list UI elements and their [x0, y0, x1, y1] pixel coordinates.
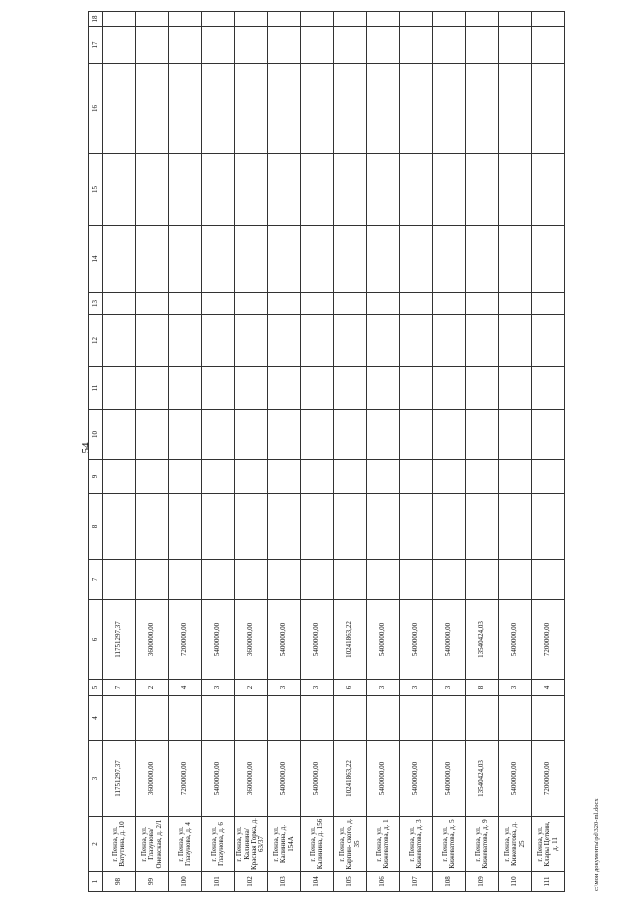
col4-cell: [136, 696, 169, 741]
col12-cell: [499, 315, 532, 367]
header-row: [89, 12, 103, 892]
col16-cell: [466, 64, 499, 154]
data-table: [88, 11, 565, 892]
table-row: [103, 12, 136, 892]
col13-cell: [334, 293, 367, 315]
col14-cell: [433, 226, 466, 293]
table-row: [268, 12, 301, 892]
col12-cell: [202, 315, 235, 367]
col14-cell: [466, 226, 499, 293]
table-row: [202, 12, 235, 892]
col11-cell: [136, 367, 169, 410]
col16-cell: [400, 64, 433, 154]
col12-cell: [367, 315, 400, 367]
col18-cell: [433, 12, 466, 27]
table-row: [235, 12, 268, 892]
col16-cell: [202, 64, 235, 154]
col18-cell: [103, 12, 136, 27]
col9-cell: [301, 460, 334, 494]
address-cell: г. Пенза, ул. Калинина/ Красная Горка, д. 63/37: [235, 817, 268, 872]
col8-cell: [103, 494, 136, 560]
col18-cell: [367, 12, 400, 27]
address-cell: г. Пенза, ул. Карпин- ского, д. 35: [334, 817, 367, 872]
col7-cell: [235, 560, 268, 600]
row-number-cell: 109: [466, 872, 499, 892]
col17-cell: [301, 27, 334, 64]
col6-value-cell: 5400000,00: [433, 600, 466, 680]
col18-cell: [202, 12, 235, 27]
col12-cell: [268, 315, 301, 367]
col7-cell: [169, 560, 202, 600]
table-row: [499, 12, 532, 892]
col16-cell: [334, 64, 367, 154]
col5-value-cell: 8: [466, 680, 499, 696]
address-cell: г. Пенза, ул. Кижеватова, д. 1: [367, 817, 400, 872]
col8-cell: [334, 494, 367, 560]
col7-cell: [400, 560, 433, 600]
col3-value-cell: 3600000,00: [235, 741, 268, 817]
col14-cell: [202, 226, 235, 293]
table-row: [169, 12, 202, 892]
col6-value-cell: 10241863,22: [334, 600, 367, 680]
address-cell: г. Пенза, ул. Глазунова/ Онежская, д. 2/1: [136, 817, 169, 872]
col7-cell: [136, 560, 169, 600]
col15-cell: [532, 154, 565, 226]
col6-value-cell: 5400000,00: [268, 600, 301, 680]
col9-cell: [103, 460, 136, 494]
col3-value-cell: 10241863,22: [334, 741, 367, 817]
col8-cell: [202, 494, 235, 560]
col-header: 13: [89, 293, 103, 315]
col16-cell: [367, 64, 400, 154]
address-cell: г. Пенза, ул. Калинина, д. 156: [301, 817, 334, 872]
col7-cell: [499, 560, 532, 600]
col15-cell: [169, 154, 202, 226]
col7-cell: [532, 560, 565, 600]
col14-cell: [334, 226, 367, 293]
address-cell: г. Пенза, ул. Кижеватова, д. 3: [400, 817, 433, 872]
col16-cell: [499, 64, 532, 154]
address-cell: г. Пенза, ул. Глазунова, д. 4: [169, 817, 202, 872]
col11-cell: [499, 367, 532, 410]
col4-cell: [235, 696, 268, 741]
col4-cell: [532, 696, 565, 741]
col-header: 9: [89, 460, 103, 494]
col18-cell: [532, 12, 565, 27]
col15-cell: [433, 154, 466, 226]
col18-cell: [169, 12, 202, 27]
col14-cell: [367, 226, 400, 293]
col8-cell: [169, 494, 202, 560]
col-header: 17: [89, 27, 103, 64]
col10-cell: [532, 410, 565, 460]
table-row: [334, 12, 367, 892]
col13-cell: [433, 293, 466, 315]
col17-cell: [466, 27, 499, 64]
col16-cell: [169, 64, 202, 154]
col11-cell: [367, 367, 400, 410]
col18-cell: [499, 12, 532, 27]
col16-cell: [301, 64, 334, 154]
col3-value-cell: 5400000,00: [433, 741, 466, 817]
col7-cell: [202, 560, 235, 600]
col7-cell: [466, 560, 499, 600]
col15-cell: [334, 154, 367, 226]
col17-cell: [268, 27, 301, 64]
col5-value-cell: 3: [433, 680, 466, 696]
col4-cell: [103, 696, 136, 741]
col14-cell: [499, 226, 532, 293]
col9-cell: [499, 460, 532, 494]
col8-cell: [268, 494, 301, 560]
col15-cell: [301, 154, 334, 226]
col12-cell: [334, 315, 367, 367]
address-cell: г. Пенза, ул. Кижеватова, д. 5: [433, 817, 466, 872]
col9-cell: [367, 460, 400, 494]
col10-cell: [400, 410, 433, 460]
col5-value-cell: 3: [268, 680, 301, 696]
col6-value-cell: 5400000,00: [202, 600, 235, 680]
col4-cell: [466, 696, 499, 741]
col13-cell: [169, 293, 202, 315]
col13-cell: [367, 293, 400, 315]
col4-cell: [367, 696, 400, 741]
col18-cell: [268, 12, 301, 27]
col9-cell: [400, 460, 433, 494]
col12-cell: [400, 315, 433, 367]
row-number-cell: 103: [268, 872, 301, 892]
col12-cell: [136, 315, 169, 367]
col5-value-cell: 3: [400, 680, 433, 696]
col3-value-cell: 7200000,00: [532, 741, 565, 817]
col11-cell: [235, 367, 268, 410]
col10-cell: [235, 410, 268, 460]
col17-cell: [169, 27, 202, 64]
col8-cell: [499, 494, 532, 560]
col10-cell: [367, 410, 400, 460]
col-header: 15: [89, 154, 103, 226]
table-row: [301, 12, 334, 892]
col13-cell: [103, 293, 136, 315]
col9-cell: [532, 460, 565, 494]
col13-cell: [499, 293, 532, 315]
col5-value-cell: 7: [103, 680, 136, 696]
col9-cell: [268, 460, 301, 494]
col6-value-cell: 3600000,00: [136, 600, 169, 680]
col14-cell: [103, 226, 136, 293]
col7-cell: [367, 560, 400, 600]
col7-cell: [334, 560, 367, 600]
table-row: [433, 12, 466, 892]
col4-cell: [202, 696, 235, 741]
col3-value-cell: 13540424,03: [466, 741, 499, 817]
address-cell: г. Пенза, ул. Глазунова, д. 6: [202, 817, 235, 872]
col10-cell: [334, 410, 367, 460]
table-row: [466, 12, 499, 892]
table-row: [367, 12, 400, 892]
col13-cell: [400, 293, 433, 315]
col9-cell: [136, 460, 169, 494]
row-number-cell: 106: [367, 872, 400, 892]
col3-value-cell: 5400000,00: [301, 741, 334, 817]
col13-cell: [235, 293, 268, 315]
col8-cell: [136, 494, 169, 560]
col6-value-cell: 11751297,37: [103, 600, 136, 680]
col10-cell: [301, 410, 334, 460]
col5-value-cell: 4: [532, 680, 565, 696]
col8-cell: [235, 494, 268, 560]
col15-cell: [499, 154, 532, 226]
col11-cell: [400, 367, 433, 410]
col3-value-cell: 5400000,00: [400, 741, 433, 817]
col13-cell: [301, 293, 334, 315]
row-number-cell: 99: [136, 872, 169, 892]
col16-cell: [433, 64, 466, 154]
col8-cell: [433, 494, 466, 560]
col4-cell: [301, 696, 334, 741]
col5-value-cell: 6: [334, 680, 367, 696]
col16-cell: [103, 64, 136, 154]
col16-cell: [268, 64, 301, 154]
col8-cell: [367, 494, 400, 560]
col17-cell: [367, 27, 400, 64]
col16-cell: [235, 64, 268, 154]
col3-value-cell: 7200000,00: [169, 741, 202, 817]
col13-cell: [268, 293, 301, 315]
col5-value-cell: 2: [235, 680, 268, 696]
col6-value-cell: 13540424,03: [466, 600, 499, 680]
col12-cell: [103, 315, 136, 367]
col17-cell: [103, 27, 136, 64]
col14-cell: [400, 226, 433, 293]
col11-cell: [301, 367, 334, 410]
col16-cell: [532, 64, 565, 154]
col3-value-cell: 11751297,37: [103, 741, 136, 817]
address-cell: г. Пенза, ул. Кижеватова, д. 25: [499, 817, 532, 872]
col18-cell: [301, 12, 334, 27]
col15-cell: [400, 154, 433, 226]
col5-value-cell: 3: [202, 680, 235, 696]
col-header: 11: [89, 367, 103, 410]
page-number: 54: [80, 442, 92, 454]
col15-cell: [202, 154, 235, 226]
row-number-cell: 110: [499, 872, 532, 892]
col15-cell: [136, 154, 169, 226]
col-header: 14: [89, 226, 103, 293]
table-row: [532, 12, 565, 892]
col12-cell: [235, 315, 268, 367]
col-header: 5: [89, 680, 103, 696]
file-path-footer: c:\мои документы\pd\320-ml.docx: [593, 798, 600, 891]
col15-cell: [367, 154, 400, 226]
col3-value-cell: 5400000,00: [268, 741, 301, 817]
col-header: 18: [89, 12, 103, 27]
col4-cell: [334, 696, 367, 741]
col3-value-cell: 5400000,00: [202, 741, 235, 817]
col18-cell: [136, 12, 169, 27]
col4-cell: [499, 696, 532, 741]
col11-cell: [268, 367, 301, 410]
col8-cell: [532, 494, 565, 560]
row-number-cell: 100: [169, 872, 202, 892]
col17-cell: [235, 27, 268, 64]
col10-cell: [202, 410, 235, 460]
col18-cell: [235, 12, 268, 27]
address-cell: г. Пенза, ул. Клары Цеткин, д. 11: [532, 817, 565, 872]
row-number-cell: 101: [202, 872, 235, 892]
col8-cell: [466, 494, 499, 560]
col17-cell: [532, 27, 565, 64]
col12-cell: [301, 315, 334, 367]
col13-cell: [202, 293, 235, 315]
col7-cell: [268, 560, 301, 600]
address-cell: г. Пенза, ул. Кижеватова, д. 9: [466, 817, 499, 872]
col15-cell: [466, 154, 499, 226]
col14-cell: [169, 226, 202, 293]
col18-cell: [466, 12, 499, 27]
col5-value-cell: 3: [301, 680, 334, 696]
col11-cell: [466, 367, 499, 410]
col14-cell: [136, 226, 169, 293]
col-header: 12: [89, 315, 103, 367]
col-header: 10: [89, 410, 103, 460]
col13-cell: [466, 293, 499, 315]
col6-value-cell: 5400000,00: [301, 600, 334, 680]
col8-cell: [400, 494, 433, 560]
col5-value-cell: 3: [499, 680, 532, 696]
col10-cell: [136, 410, 169, 460]
col10-cell: [499, 410, 532, 460]
row-number-cell: 108: [433, 872, 466, 892]
col7-cell: [433, 560, 466, 600]
row-number-cell: 98: [103, 872, 136, 892]
col3-value-cell: 3600000,00: [136, 741, 169, 817]
col12-cell: [169, 315, 202, 367]
col-header: 16: [89, 64, 103, 154]
col3-value-cell: 5400000,00: [499, 741, 532, 817]
col17-cell: [202, 27, 235, 64]
col6-value-cell: 5400000,00: [499, 600, 532, 680]
col-header: 7: [89, 560, 103, 600]
row-number-cell: 102: [235, 872, 268, 892]
row-number-cell: 105: [334, 872, 367, 892]
col15-cell: [103, 154, 136, 226]
col17-cell: [499, 27, 532, 64]
col5-value-cell: 4: [169, 680, 202, 696]
col-header: 8: [89, 494, 103, 560]
col17-cell: [136, 27, 169, 64]
col14-cell: [532, 226, 565, 293]
col10-cell: [169, 410, 202, 460]
col9-cell: [334, 460, 367, 494]
col7-cell: [103, 560, 136, 600]
col6-value-cell: 3600000,00: [235, 600, 268, 680]
col14-cell: [268, 226, 301, 293]
col9-cell: [433, 460, 466, 494]
col10-cell: [268, 410, 301, 460]
col-header: 3: [89, 741, 103, 817]
col6-value-cell: 7200000,00: [169, 600, 202, 680]
col15-cell: [268, 154, 301, 226]
col8-cell: [301, 494, 334, 560]
col13-cell: [136, 293, 169, 315]
col3-value-cell: 5400000,00: [367, 741, 400, 817]
col4-cell: [400, 696, 433, 741]
col15-cell: [235, 154, 268, 226]
col10-cell: [466, 410, 499, 460]
col17-cell: [433, 27, 466, 64]
row-number-cell: 111: [532, 872, 565, 892]
col18-cell: [334, 12, 367, 27]
col12-cell: [532, 315, 565, 367]
row-number-cell: 104: [301, 872, 334, 892]
col9-cell: [202, 460, 235, 494]
col14-cell: [301, 226, 334, 293]
row-number-cell: 107: [400, 872, 433, 892]
col9-cell: [235, 460, 268, 494]
col4-cell: [169, 696, 202, 741]
table-row: [136, 12, 169, 892]
col5-value-cell: 3: [367, 680, 400, 696]
col7-cell: [301, 560, 334, 600]
col9-cell: [466, 460, 499, 494]
col4-cell: [433, 696, 466, 741]
col-header: 2: [89, 817, 103, 872]
col13-cell: [532, 293, 565, 315]
address-cell: г. Пенза, ул. Калинина, д. 154А: [268, 817, 301, 872]
col11-cell: [169, 367, 202, 410]
col4-cell: [268, 696, 301, 741]
col14-cell: [235, 226, 268, 293]
col12-cell: [466, 315, 499, 367]
col11-cell: [433, 367, 466, 410]
col12-cell: [433, 315, 466, 367]
col11-cell: [334, 367, 367, 410]
col10-cell: [433, 410, 466, 460]
col16-cell: [136, 64, 169, 154]
col5-value-cell: 2: [136, 680, 169, 696]
col-header: 1: [89, 872, 103, 892]
col6-value-cell: 7200000,00: [532, 600, 565, 680]
col6-value-cell: 5400000,00: [367, 600, 400, 680]
col11-cell: [532, 367, 565, 410]
col-header: 6: [89, 600, 103, 680]
col17-cell: [334, 27, 367, 64]
col17-cell: [400, 27, 433, 64]
col11-cell: [103, 367, 136, 410]
col9-cell: [169, 460, 202, 494]
address-cell: г. Пенза, ул. Ватутина, д. 10: [103, 817, 136, 872]
col18-cell: [400, 12, 433, 27]
col11-cell: [202, 367, 235, 410]
table-row: [400, 12, 433, 892]
col10-cell: [103, 410, 136, 460]
col-header: 4: [89, 696, 103, 741]
col6-value-cell: 5400000,00: [400, 600, 433, 680]
